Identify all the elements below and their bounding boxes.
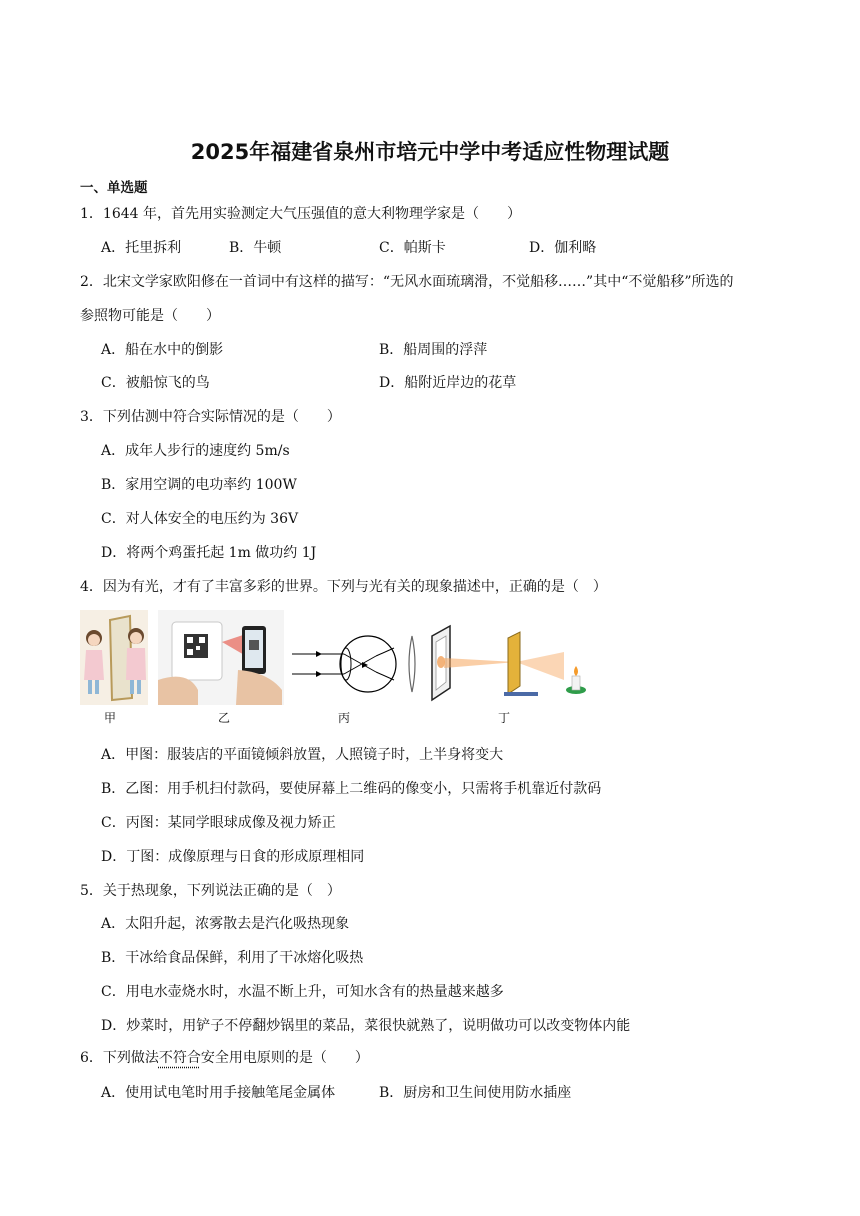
question-6-stem: [80, 1047, 369, 1067]
q2-option-d: D．船附近岸边的花草: [379, 375, 517, 391]
q2-option-a: A．船在水中的倒影: [101, 342, 224, 358]
question-5-stem: 5．关于热现象，下列说法正确的是（ ）: [80, 883, 341, 899]
caption-ding: 丁: [498, 711, 511, 725]
caption-bing: 丙: [338, 711, 351, 725]
figure-bing-eye: [292, 628, 422, 704]
q6-stem-pre: 6．下列做法: [80, 1050, 159, 1066]
figure-jia-mirror: [80, 610, 148, 705]
question-2-stem-line1: 2．北宋文学家欧阳修在一首词中有这样的描写：“无风水面琉璃滑，不觉船移……”其中“不觉船移”所选的: [80, 274, 734, 290]
caption-yi: 乙: [218, 711, 231, 725]
q4-option-d: D．丁图：成像原理与日食的形成原理相同: [101, 849, 365, 865]
q6-stem-emphasis: 不符合: [158, 1050, 201, 1066]
q5-option-a: A．太阳升起，浓雾散去是汽化吸热现象: [101, 916, 350, 932]
figure-ding-pinhole: [404, 622, 594, 706]
q6-option-b: B．厨房和卫生间使用防水插座: [379, 1085, 572, 1101]
q4-option-b: B．乙图：用手机扫付款码，要使屏幕上二维码的像变小，只需将手机靠近付款码: [101, 781, 602, 797]
figure-yi-qr-scan: [158, 610, 284, 705]
q1-option-a: A．托里拆利: [101, 240, 182, 256]
q4-option-c: C．丙图：某同学眼球成像及视力矫正: [101, 815, 336, 831]
q3-option-c: C．对人体安全的电压约为 36V: [101, 511, 299, 527]
q1-option-b: B．牛顿: [229, 240, 282, 256]
q3-option-b: B．家用空调的电功率约 100W: [101, 477, 297, 493]
q5-option-b: B．干冰给食品保鲜，利用了干冰熔化吸热: [101, 950, 364, 966]
q4-option-a: A．甲图：服装店的平面镜倾斜放置，人照镜子时，上半身将变大: [101, 747, 504, 763]
question-2-stem-line2: 参照物可能是（ ）: [80, 308, 220, 324]
q1-option-d: D．伽利略: [529, 240, 597, 256]
q5-option-c: C．用电水壶烧水时，水温不断上升，可知水含有的热量越来越多: [101, 984, 504, 1000]
question-1-stem: 1．1644 年，首先用实验测定大气压强值的意大利物理学家是（ ）: [80, 206, 521, 222]
q5-option-d: D．炒菜时，用铲子不停翻炒锅里的菜品，菜很快就熟了，说明做功可以改变物体内能: [101, 1018, 631, 1034]
page-title: 2025年福建省泉州市培元中学中考适应性物理试题: [190, 140, 670, 164]
question-4-stem: 4．因为有光，才有了丰富多彩的世界。下列与光有关的现象描述中，正确的是（ ）: [80, 579, 607, 595]
q3-option-d: D．将两个鸡蛋托起 1m 做功约 1J: [101, 545, 317, 561]
q6-option-a: A．使用试电笔时用手接触笔尾金属体: [101, 1085, 336, 1101]
q2-option-c: C．被船惊飞的鸟: [101, 375, 210, 391]
q3-option-a: A．成年人步行的速度约 5m/s: [101, 443, 290, 459]
q6-stem-post: 安全用电原则的是（ ）: [200, 1050, 369, 1066]
q1-option-c: C．帕斯卡: [379, 240, 446, 256]
question-3-stem: 3．下列估测中符合实际情况的是（ ）: [80, 409, 341, 425]
caption-jia: 甲: [104, 711, 117, 725]
q2-option-b: B．船周围的浮萍: [379, 342, 488, 358]
section-heading: 一、单选题: [80, 180, 148, 196]
